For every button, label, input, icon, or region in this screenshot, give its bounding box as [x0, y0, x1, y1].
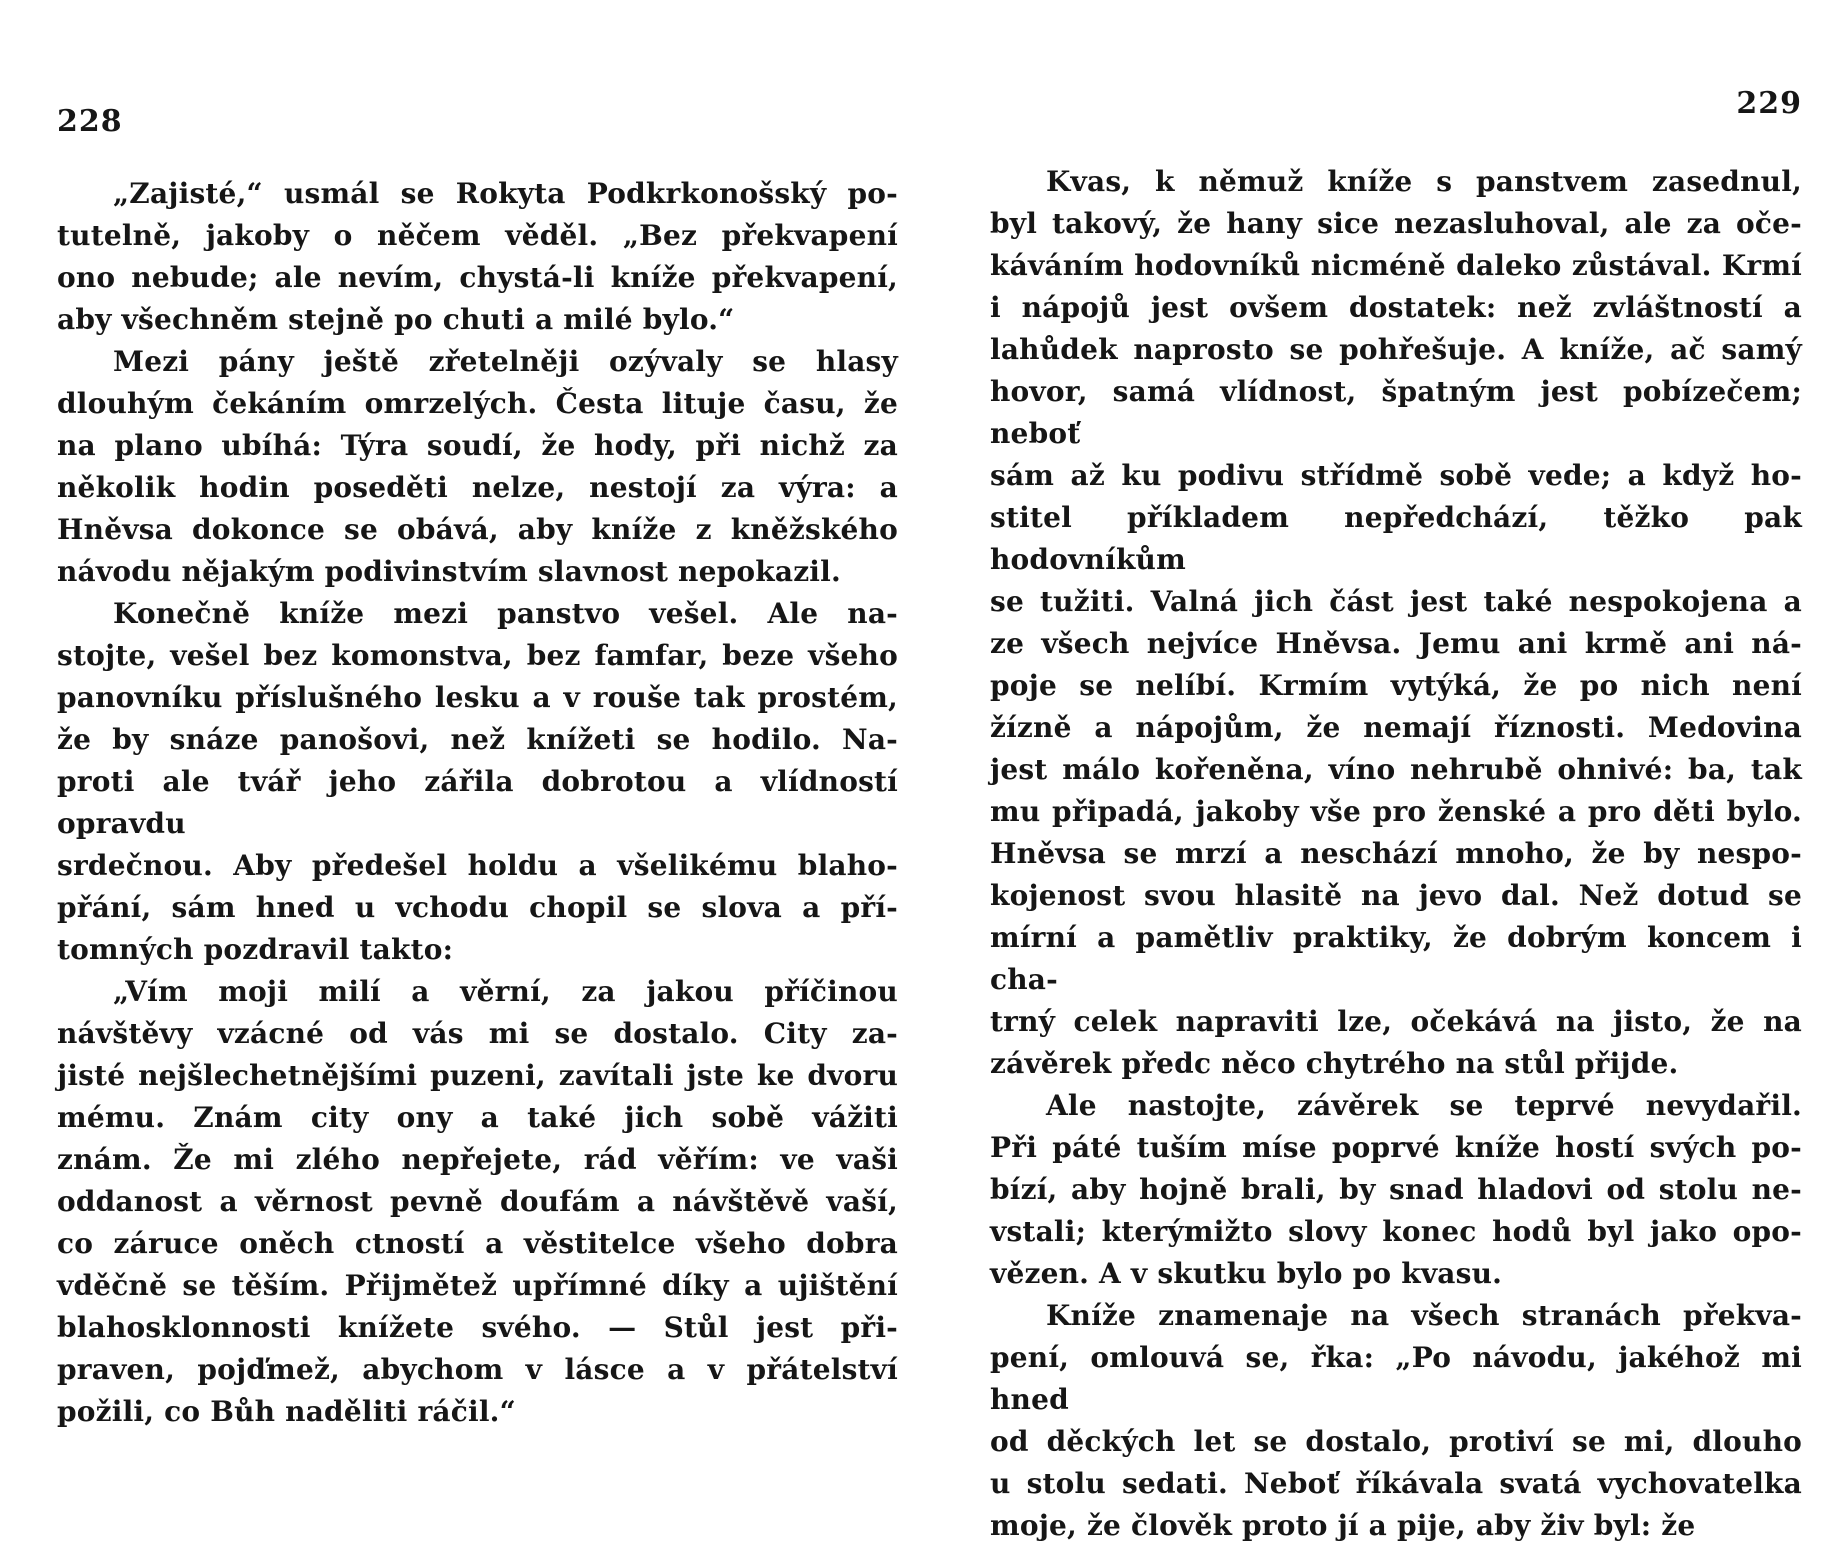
- text-line: několik hodin poseděti nelze, nestojí za výra: a: [57, 471, 898, 504]
- page-body-left: [57, 173, 898, 1433]
- text-line: jest málo kořeněna, víno nehrubě ohnivé: ba, tak: [990, 753, 1802, 786]
- text-line: požili, co Bůh naděliti ráčil.“: [57, 1395, 516, 1428]
- text-line: panovníku příslušného lesku a v rouše tak prostém,: [57, 681, 898, 714]
- text-line: tomných pozdravil takto:: [57, 933, 454, 966]
- text-line: Kníže znamenaje na všech stranách překva-: [1046, 1299, 1802, 1332]
- text-line: hovor, samá vlídnost, špatným jest pobízečem; neboť: [990, 375, 1802, 450]
- text-line: mému. Znám city ony a také jich sobě vážiti: [57, 1101, 898, 1134]
- text-line: žízně a nápojům, že nemají říznosti. Medovina: [990, 711, 1802, 744]
- text-line: bízí, aby hojně brali, by snad hladovi od stolu ne-: [990, 1173, 1802, 1206]
- text-line: „Vím moji milí a věrní, za jakou příčinou: [113, 975, 898, 1008]
- text-line: ono nebude; ale nevím, chystá-li kníže překvapení,: [57, 261, 898, 294]
- text-line: blahosklonnosti knížete svého. — Stůl jest při-: [57, 1311, 898, 1344]
- text-line: jisté nejšlechetnějšími puzeni, zavítali jste ke dvoru: [57, 1059, 898, 1092]
- text-line: lahůdek naprosto se pohřešuje. A kníže, ač samý: [990, 333, 1802, 366]
- text-line: mírní a pamětliv praktiky, že dobrým koncem i cha-: [990, 921, 1802, 996]
- text-line: praven, pojďmež, abychom v lásce a v přátelství: [57, 1353, 898, 1386]
- text-line: pení, omlouvá se, řka: „Po návodu, jakéhož mi hned: [990, 1341, 1802, 1416]
- text-line: vězen. A v skutku bylo po kvasu.: [990, 1257, 1503, 1290]
- text-line: káváním hodovníků nicméně daleko zůstával. Krmí: [990, 249, 1802, 282]
- text-line: mu připadá, jakoby vše pro ženské a pro děti bylo.: [990, 795, 1802, 828]
- text-line: tutelně, jakoby o něčem věděl. „Bez překvapení: [57, 219, 898, 252]
- page-body-right: [990, 161, 1802, 1547]
- text-line: poje se nelíbí. Krmím vytýká, že po nich není: [990, 669, 1802, 702]
- text-line: se tužiti. Valná jich část jest také nespokojena a: [990, 585, 1802, 618]
- text-line: trný celek napraviti lze, očekává na jisto, že na: [990, 1005, 1802, 1038]
- text-line: Při páté tuším míse poprvé kníže hostí svých po-: [990, 1131, 1802, 1164]
- text-line: ze všech nejvíce Hněvsa. Jemu ani krmě ani ná-: [990, 627, 1802, 660]
- text-line: u stolu sedati. Neboť říkávala svatá vychovatelka: [990, 1467, 1802, 1500]
- text-line: znám. Že mi zlého nepřejete, rád věřím: ve vaši: [57, 1143, 898, 1176]
- text-line: návštěvy vzácné od vás mi se dostalo. City za-: [57, 1017, 898, 1050]
- text-line: na plano ubíhá: Týra soudí, že hody, při nichž za: [57, 429, 898, 462]
- text-line: aby všechněm stejně po chuti a milé bylo.“: [57, 303, 735, 336]
- text-line: byl takový, že hany sice nezasluhoval, ale za oče-: [990, 207, 1802, 240]
- text-line: dlouhým čekáním omrzelých. Česta lituje času, že: [57, 387, 898, 420]
- page-number-right: 229: [1736, 86, 1802, 121]
- book-page-left: [57, 104, 898, 1433]
- text-line: i nápojů jest ovšem dostatek: než zvláštností a: [990, 291, 1802, 324]
- text-line: Mezi pány ještě zřetelněji ozývaly se hlasy: [113, 345, 898, 378]
- text-line: co záruce oněch ctností a věstitelce všeho dobra: [57, 1227, 898, 1260]
- text-line: „Zajisté,“ usmál se Rokyta Podkrkonošský po-: [113, 177, 898, 210]
- text-line: návodu nějakým podivinstvím slavnost nepokazil.: [57, 555, 841, 588]
- text-line: moje, že člověk proto jí a pije, aby živ byl: že: [990, 1509, 1696, 1542]
- text-line: od děckých let se dostalo, protiví se mi, dlouho: [990, 1425, 1802, 1458]
- text-line: stitel příkladem nepředchází, těžko pak hodovníkům: [990, 501, 1802, 576]
- text-line: proti ale tvář jeho zářila dobrotou a vlídností opravdu: [57, 765, 898, 840]
- text-line: Ale nastojte, závěrek se teprvé nevydařil.: [1046, 1089, 1802, 1122]
- text-line: stojte, vešel bez komonstva, bez famfar, beze všeho: [57, 639, 898, 672]
- text-line: kojenost svou hlasitě na jevo dal. Než dotud se: [990, 879, 1802, 912]
- text-line: vstali; kterýmižto slovy konec hodů byl jako opo-: [990, 1215, 1802, 1248]
- text-line: vděčně se těším. Přijmětež upřímné díky a ujištění: [57, 1269, 898, 1302]
- text-line: sám až ku podivu střídmě sobě vede; a když ho-: [990, 459, 1802, 492]
- text-line: Konečně kníže mezi panstvo vešel. Ale na-: [113, 597, 898, 630]
- text-line: srdečnou. Aby předešel holdu a všelikému blaho-: [57, 849, 898, 882]
- text-line: přání, sám hned u vchodu chopil se slova a pří-: [57, 891, 898, 924]
- text-line: oddanost a věrnost pevně doufám a návštěvě vaší,: [57, 1185, 898, 1218]
- page-number-left: 228: [57, 104, 123, 139]
- book-page-right: [990, 86, 1802, 1547]
- text-line: že by snáze panošovi, než knížeti se hodilo. Na-: [57, 723, 898, 756]
- text-line: závěrek předc něco chytrého na stůl přijde.: [990, 1047, 1679, 1080]
- text-line: Hněvsa se mrzí a neschází mnoho, že by nespo-: [990, 837, 1802, 870]
- text-line: Kvas, k němuž kníže s panstvem zasednul,: [1046, 165, 1802, 198]
- text-line: Hněvsa dokonce se obává, aby kníže z kněžského: [57, 513, 898, 546]
